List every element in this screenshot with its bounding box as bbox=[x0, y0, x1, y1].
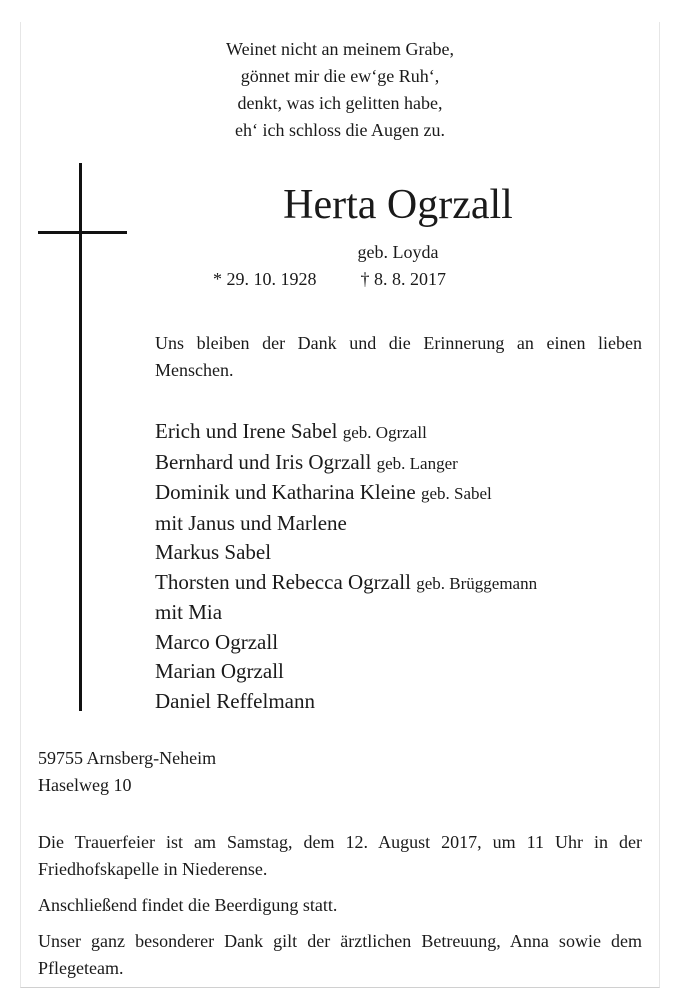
mourner-note: geb. Ogrzall bbox=[342, 423, 427, 442]
burial-text: Anschließend findet die Beerdigung statt. bbox=[38, 895, 338, 915]
mourner-name: mit Mia bbox=[155, 600, 223, 624]
mourner-note: geb. Brüggemann bbox=[416, 573, 538, 593]
mourner-name: Daniel Reffelmann bbox=[155, 688, 315, 713]
poem-line: Weinet nicht an meinem Grabe, bbox=[226, 39, 454, 59]
mourner-name: Bernhard und Iris Ogrzall bbox=[155, 449, 372, 474]
mourner-entry bbox=[155, 657, 537, 687]
mourner-entry bbox=[155, 538, 537, 568]
gratitude-text: Unser ganz besonderer Dank gilt der ärztlichen Betreuung, Anna sowie dem Pflegeteam. bbox=[38, 931, 642, 978]
thanks-text: Uns bleiben der Dank und die Erinnerung an einen lieben Menschen. bbox=[155, 333, 642, 380]
funeral-details bbox=[38, 829, 642, 991]
mourner-note: geb. Langer bbox=[376, 453, 458, 473]
poem-line: gönnet mir die ew‘ge Ruh‘, bbox=[240, 66, 440, 86]
mourner-entry bbox=[155, 687, 537, 717]
mourner-name: Dominik und Katharina Kleine bbox=[155, 480, 416, 504]
mourner-name: mit Janus und Marlene bbox=[155, 510, 347, 535]
cross-icon-vertical-bar bbox=[79, 163, 82, 711]
poem-line: denkt, was ich gelitten habe, bbox=[237, 93, 443, 113]
mourner-name: Erich und Irene Sabel bbox=[155, 419, 338, 443]
maiden-name: geb. Loyda bbox=[357, 242, 439, 262]
mourners-list bbox=[155, 417, 537, 716]
family-address bbox=[38, 745, 216, 799]
funeral-service-text: Die Trauerfeier ist am Samstag, dem 12. August 2017, um 11 Uhr in der Friedhofskapelle in Niederense. bbox=[38, 832, 642, 879]
address-street: Haselweg 10 bbox=[38, 775, 132, 795]
life-dates bbox=[213, 267, 446, 291]
mourner-note: geb. Sabel bbox=[420, 484, 492, 503]
mourner-name: Thorsten und Rebecca Ogrzall bbox=[155, 569, 411, 594]
mourner-entry bbox=[155, 598, 537, 628]
mourner-name: Markus Sabel bbox=[155, 540, 272, 564]
mourner-entry bbox=[155, 448, 537, 479]
mourner-name: Marian Ogrzall bbox=[155, 659, 284, 683]
birth-date: * 29. 10. 1928 bbox=[213, 269, 317, 289]
mourner-entry bbox=[155, 509, 537, 539]
deceased-name: Herta Ogrzall bbox=[283, 182, 513, 228]
mourner-entry bbox=[155, 417, 537, 448]
cross-icon-horizontal-bar bbox=[38, 231, 127, 234]
memorial-poem bbox=[0, 36, 680, 144]
address-city: 59755 Arnsberg-Neheim bbox=[38, 748, 217, 768]
mourner-entry bbox=[155, 478, 537, 509]
mourner-name: Marco Ogrzall bbox=[155, 629, 279, 654]
mourner-entry bbox=[155, 568, 537, 599]
poem-line: eh‘ ich schloss die Augen zu. bbox=[235, 120, 445, 140]
death-date: † 8. 8. 2017 bbox=[360, 269, 446, 289]
mourner-entry bbox=[155, 628, 537, 658]
